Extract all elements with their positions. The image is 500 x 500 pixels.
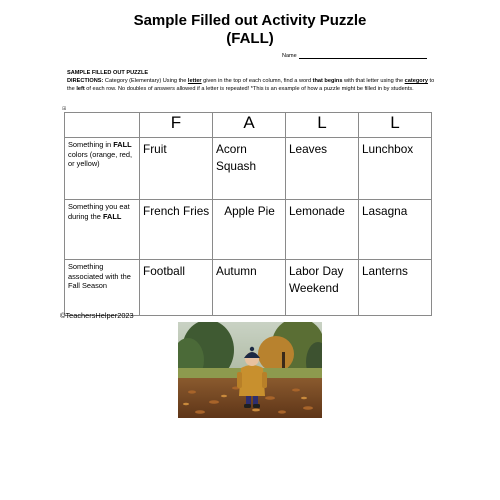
answer-cell: Autumn — [213, 260, 286, 316]
directions-lead: DIRECTIONS: — [67, 78, 104, 84]
directions-part: to the — [67, 78, 435, 92]
answer-cell: Labor Day Weekend — [286, 260, 359, 316]
header-letter: A — [213, 113, 286, 138]
name-line — [299, 53, 427, 59]
category-cell — [65, 200, 140, 260]
table-row — [65, 260, 432, 316]
category-emphasis: FALL — [102, 211, 122, 221]
category-text: Something in — [68, 140, 114, 149]
category-cell — [65, 138, 140, 200]
directions-part: of each row. No doubles of answers allowed if a letter is repeated! *This is an example of how a puzzle might be filled in by students. — [84, 85, 414, 92]
directions-emphasis: that begins — [312, 78, 343, 84]
directions-part: Category (Elementary) Using the — [103, 78, 188, 84]
category-cell — [65, 260, 140, 316]
category-text: Something associated with the Fall Season — [68, 262, 131, 290]
directions-emphasis: category — [404, 78, 428, 84]
header-blank-cell — [65, 113, 140, 138]
answer-cell: French Fries — [140, 200, 213, 260]
photo-illustration — [178, 322, 322, 418]
directions-part: given in the top of each column, find a word — [201, 78, 313, 84]
table-row — [65, 200, 432, 260]
page-title: Sample Filled out Activity Puzzle — [133, 12, 367, 29]
answer-cell: Acorn Squash — [213, 138, 286, 200]
answer-cell: Lanterns — [359, 260, 432, 316]
name-field — [282, 53, 427, 59]
header-letter: F — [140, 113, 213, 138]
directions-emphasis: left — [76, 85, 85, 92]
answer-cell: Lasagna — [359, 200, 432, 260]
category-text: Something you eat during the — [68, 202, 130, 221]
answer-cell: Lemonade — [286, 200, 359, 260]
answer-cell: Fruit — [140, 138, 213, 200]
directions-part: with that letter using the — [342, 78, 405, 84]
answer-cell: Lunchbox — [359, 138, 432, 200]
table-anchor-icon: ⊞ — [62, 106, 67, 112]
answer-cell: Leaves — [286, 138, 359, 200]
directions-emphasis: letter — [187, 78, 202, 84]
page-subtitle: (FALL) — [226, 30, 274, 47]
puzzle-table — [64, 112, 432, 316]
letter-header-row — [65, 113, 432, 138]
answer-cell: Apple Pie — [213, 200, 286, 260]
copyright-notice: ©TeachersHelper2023 — [60, 311, 134, 320]
answer-cell: Football — [140, 260, 213, 316]
directions-text — [67, 78, 437, 93]
fall-child-photo — [178, 322, 322, 418]
table-row — [65, 138, 432, 200]
header-letter: L — [359, 113, 432, 138]
puzzle-heading: SAMPLE FILLED OUT PUZZLE — [67, 70, 149, 76]
category-text: colors (orange, red, or yellow) — [68, 149, 133, 168]
category-emphasis: FALL — [113, 140, 132, 149]
header-letter: L — [286, 113, 359, 138]
name-label: Name — [282, 53, 297, 59]
